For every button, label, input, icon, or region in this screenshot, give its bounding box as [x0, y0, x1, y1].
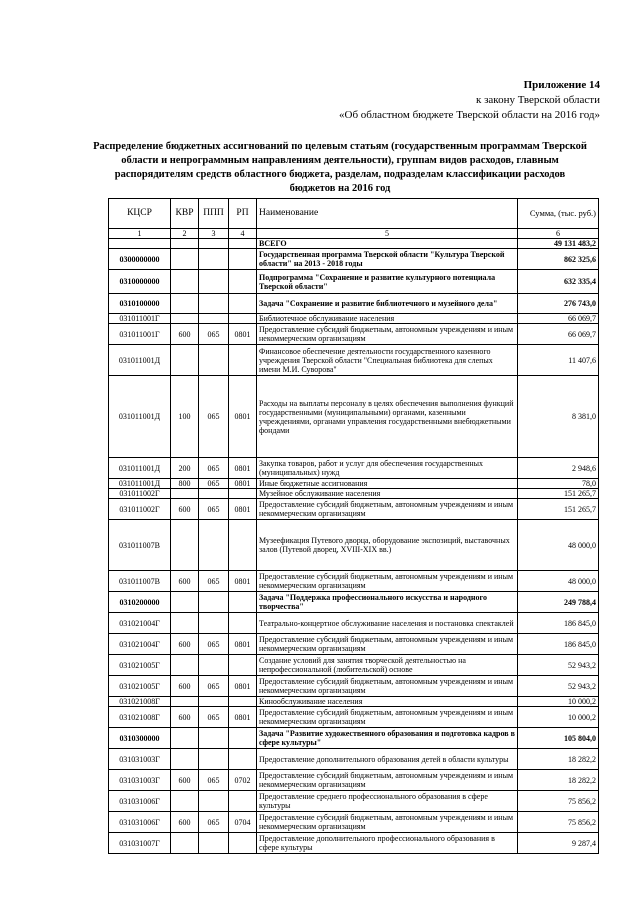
cell-ppp: 065	[199, 812, 229, 833]
table-row	[109, 324, 599, 345]
cell-ppp: 065	[199, 770, 229, 791]
table-row	[109, 697, 599, 707]
cell-kcsr: 031011001Д	[109, 458, 171, 479]
table-row	[109, 592, 599, 613]
cell-sum: 2 948,6	[518, 458, 599, 479]
column-header-kcsr: КЦСР	[109, 199, 171, 229]
cell-sum: 186 845,0	[518, 613, 599, 634]
table-row	[109, 499, 599, 520]
cell-rp	[229, 833, 257, 854]
cell-kcsr: 031021004Г	[109, 634, 171, 655]
cell-ppp	[199, 749, 229, 770]
cell-name: Кинообслуживание населения	[257, 697, 518, 707]
table-row	[109, 314, 599, 324]
table-row	[109, 707, 599, 728]
column-header-rp: РП	[229, 199, 257, 229]
cell-kvr: 600	[171, 634, 199, 655]
cell-kcsr: 031021004Г	[109, 613, 171, 634]
cell-name: Музеефикация Путевого дворца, оборудование экспозиций, выставочных залов (Путевой дворец, XVIII-XIX вв.)	[257, 520, 518, 571]
cell-sum: 11 407,6	[518, 345, 599, 376]
title-line: бюджетов на 2016 год	[289, 183, 391, 194]
title-line: Распределение бюджетных ассигнований по целевым статьям (государственным программам Тверской	[93, 141, 587, 152]
cell-sum: 49 131 483,2	[518, 239, 599, 249]
cell-kvr	[171, 489, 199, 499]
cell-ppp: 065	[199, 676, 229, 697]
cell-sum: 10 000,2	[518, 697, 599, 707]
cell-rp	[229, 239, 257, 249]
cell-ppp: 065	[199, 571, 229, 592]
cell-name: Государственная программа Тверской области "Культура Тверской области" на 2013 - 2018 годы	[257, 249, 518, 270]
cell-sum: 66 069,7	[518, 314, 599, 324]
cell-name: Финансовое обеспечение деятельности государственного казенного учреждения Тверской области "Специальная библиотека для слепых имени М.И. Суворова"	[257, 345, 518, 376]
column-header-kvr: КВР	[171, 199, 199, 229]
table-row	[109, 571, 599, 592]
cell-rp	[229, 592, 257, 613]
table-row	[109, 613, 599, 634]
cell-sum: 862 325,6	[518, 249, 599, 270]
cell-rp: 0801	[229, 324, 257, 345]
cell-name: Подпрограмма "Сохранение и развитие культурного потенциала Тверской области"	[257, 270, 518, 294]
cell-ppp	[199, 270, 229, 294]
cell-kvr	[171, 791, 199, 812]
cell-kvr	[171, 697, 199, 707]
cell-rp	[229, 249, 257, 270]
cell-kcsr: 0300000000	[109, 249, 171, 270]
cell-rp	[229, 345, 257, 376]
cell-rp: 0801	[229, 707, 257, 728]
cell-name: Предоставление субсидий бюджетным, автономным учреждениям и иным некоммерческим организациям	[257, 676, 518, 697]
cell-name: Предоставление дополнительного образования детей в области культуры	[257, 749, 518, 770]
cell-sum: 48 000,0	[518, 520, 599, 571]
cell-kvr	[171, 728, 199, 749]
cell-kcsr: 031021005Г	[109, 676, 171, 697]
cell-sum: 151 265,7	[518, 489, 599, 499]
column-number: 3	[199, 229, 229, 239]
cell-ppp: 065	[199, 634, 229, 655]
table-row	[109, 812, 599, 833]
table-row	[109, 655, 599, 676]
column-number: 1	[109, 229, 171, 239]
cell-ppp	[199, 697, 229, 707]
cell-ppp: 065	[199, 376, 229, 458]
cell-rp: 0704	[229, 812, 257, 833]
cell-ppp: 065	[199, 458, 229, 479]
appendix-law-ref: к закону Тверской области	[475, 94, 600, 106]
cell-rp	[229, 520, 257, 571]
table-row	[109, 249, 599, 270]
cell-kcsr: 031031006Г	[109, 812, 171, 833]
cell-sum: 66 069,7	[518, 324, 599, 345]
cell-sum: 9 287,4	[518, 833, 599, 854]
cell-ppp	[199, 613, 229, 634]
cell-kcsr: 031011001Г	[109, 324, 171, 345]
cell-rp	[229, 489, 257, 499]
cell-kcsr: 031031003Г	[109, 770, 171, 791]
cell-kvr: 600	[171, 324, 199, 345]
cell-ppp: 065	[199, 324, 229, 345]
cell-kvr	[171, 520, 199, 571]
cell-name: Закупка товаров, работ и услуг для обеспечения государственных (муниципальных) нужд	[257, 458, 518, 479]
appendix-header	[339, 78, 600, 123]
cell-ppp: 065	[199, 479, 229, 489]
cell-kcsr: 031011007В	[109, 520, 171, 571]
cell-kvr	[171, 239, 199, 249]
cell-name: Задача "Сохранение и развитие библиотечного и музейного дела"	[257, 294, 518, 314]
cell-kcsr: 0310100000	[109, 294, 171, 314]
cell-kvr	[171, 294, 199, 314]
appendix-number: Приложение 14	[523, 79, 600, 91]
cell-kcsr: 031011001Д	[109, 345, 171, 376]
cell-ppp	[199, 345, 229, 376]
cell-sum: 48 000,0	[518, 571, 599, 592]
cell-rp: 0801	[229, 499, 257, 520]
cell-sum: 52 943,2	[518, 676, 599, 697]
appendix-law-title: «Об областном бюджете Тверской области на 2016 год»	[339, 109, 600, 121]
cell-name: Предоставление субсидий бюджетным, автономным учреждениям и иным некоммерческим организациям	[257, 324, 518, 345]
cell-kcsr: 031031006Г	[109, 791, 171, 812]
cell-kvr: 600	[171, 812, 199, 833]
cell-rp	[229, 697, 257, 707]
cell-kcsr: 031021005Г	[109, 655, 171, 676]
table-row	[109, 239, 599, 249]
document-title	[80, 140, 600, 196]
column-number: 4	[229, 229, 257, 239]
cell-sum: 78,0	[518, 479, 599, 489]
cell-kvr: 600	[171, 571, 199, 592]
table-row	[109, 294, 599, 314]
cell-kvr	[171, 314, 199, 324]
cell-name: Задача "Развитие художественного образования и подготовка кадров в сфере культуры"	[257, 728, 518, 749]
cell-sum: 632 335,4	[518, 270, 599, 294]
table-row	[109, 791, 599, 812]
cell-kvr	[171, 345, 199, 376]
table-row	[109, 634, 599, 655]
cell-name: Предоставление субсидий бюджетным, автономным учреждениям и иным некоммерческим организациям	[257, 707, 518, 728]
cell-rp: 0801	[229, 571, 257, 592]
cell-name: Создание условий для занятия творческой деятельностью на непрофессиональной (любительской) основе	[257, 655, 518, 676]
cell-ppp	[199, 520, 229, 571]
cell-kvr: 600	[171, 499, 199, 520]
cell-rp	[229, 314, 257, 324]
cell-sum: 8 381,0	[518, 376, 599, 458]
cell-rp	[229, 270, 257, 294]
cell-rp: 0801	[229, 676, 257, 697]
column-number-row	[109, 229, 599, 239]
cell-ppp	[199, 833, 229, 854]
cell-rp	[229, 749, 257, 770]
cell-kvr	[171, 655, 199, 676]
cell-kcsr: 031011001Д	[109, 479, 171, 489]
cell-name: Предоставление субсидий бюджетным, автономным учреждениям и иным некоммерческим организациям	[257, 634, 518, 655]
table-row	[109, 489, 599, 499]
cell-ppp	[199, 239, 229, 249]
cell-kvr: 600	[171, 707, 199, 728]
cell-name: Предоставление субсидий бюджетным, автономным учреждениям и иным некоммерческим организациям	[257, 571, 518, 592]
column-header-sum: Сумма, (тыс. руб.)	[518, 199, 599, 229]
cell-name: Предоставление среднего профессионального образования в сфере культуры	[257, 791, 518, 812]
table-row	[109, 345, 599, 376]
cell-rp: 0801	[229, 376, 257, 458]
table-row	[109, 749, 599, 770]
cell-rp	[229, 791, 257, 812]
cell-sum: 75 856,2	[518, 812, 599, 833]
cell-ppp: 065	[199, 499, 229, 520]
cell-name: Предоставление субсидий бюджетным, автономным учреждениям и иным некоммерческим организациям	[257, 770, 518, 791]
table-row	[109, 270, 599, 294]
cell-kvr: 100	[171, 376, 199, 458]
cell-kcsr: 0310000000	[109, 270, 171, 294]
cell-rp: 0702	[229, 770, 257, 791]
cell-name: Предоставление субсидий бюджетным, автономным учреждениям и иным некоммерческим организациям	[257, 499, 518, 520]
cell-sum: 10 000,2	[518, 707, 599, 728]
table-row	[109, 728, 599, 749]
cell-name: ВСЕГО	[257, 239, 518, 249]
cell-sum: 18 282,2	[518, 770, 599, 791]
cell-ppp	[199, 728, 229, 749]
table-header-row	[109, 199, 599, 229]
table-body	[109, 239, 599, 854]
cell-kvr: 800	[171, 479, 199, 489]
cell-name: Иные бюджетные ассигнования	[257, 479, 518, 489]
cell-kcsr: 031021008Г	[109, 697, 171, 707]
cell-kcsr	[109, 239, 171, 249]
cell-name: Задача "Поддержка профессионального искусства и народного творчества"	[257, 592, 518, 613]
cell-kcsr: 0310200000	[109, 592, 171, 613]
column-header-name: Наименование	[257, 199, 518, 229]
cell-kvr	[171, 749, 199, 770]
cell-ppp	[199, 655, 229, 676]
cell-sum: 249 788,4	[518, 592, 599, 613]
cell-kcsr: 031011007В	[109, 571, 171, 592]
cell-ppp	[199, 489, 229, 499]
cell-ppp	[199, 249, 229, 270]
cell-sum: 151 265,7	[518, 499, 599, 520]
cell-ppp	[199, 592, 229, 613]
cell-kcsr: 031021008Г	[109, 707, 171, 728]
cell-name: Предоставление субсидий бюджетным, автономным учреждениям и иным некоммерческим организациям	[257, 812, 518, 833]
cell-name: Библиотечное обслуживание населения	[257, 314, 518, 324]
cell-rp	[229, 613, 257, 634]
cell-sum: 52 943,2	[518, 655, 599, 676]
table-row	[109, 770, 599, 791]
cell-kcsr: 031011001Г	[109, 314, 171, 324]
column-number: 2	[171, 229, 199, 239]
cell-rp	[229, 655, 257, 676]
cell-rp: 0801	[229, 634, 257, 655]
cell-sum: 276 743,0	[518, 294, 599, 314]
table-row	[109, 376, 599, 458]
cell-kcsr: 0310300000	[109, 728, 171, 749]
cell-sum: 105 804,0	[518, 728, 599, 749]
column-header-ppp: ППП	[199, 199, 229, 229]
cell-sum: 18 282,2	[518, 749, 599, 770]
title-line: области и непрограммным направлениям деятельности), группам видов расходов, главным	[121, 155, 559, 166]
table-row	[109, 520, 599, 571]
table-row	[109, 479, 599, 489]
cell-name: Предоставление дополнительного профессионального образования в сфере культуры	[257, 833, 518, 854]
cell-kvr	[171, 270, 199, 294]
table-row	[109, 676, 599, 697]
cell-kvr	[171, 249, 199, 270]
table-row	[109, 833, 599, 854]
table-row	[109, 458, 599, 479]
budget-table	[108, 198, 599, 854]
cell-kvr: 600	[171, 676, 199, 697]
cell-kvr	[171, 592, 199, 613]
cell-ppp	[199, 294, 229, 314]
cell-kcsr: 031011002Г	[109, 489, 171, 499]
cell-name: Театрально-концертное обслуживание населения и постановка спектаклей	[257, 613, 518, 634]
cell-rp	[229, 728, 257, 749]
cell-kvr	[171, 613, 199, 634]
cell-rp: 0801	[229, 458, 257, 479]
cell-name: Расходы на выплаты персоналу в целях обеспечения выполнения функций государственными (муниципальными) органами, казенными учреждениями, органами управления государственными внебюджетными фондами	[257, 376, 518, 458]
cell-sum: 186 845,0	[518, 634, 599, 655]
cell-ppp	[199, 791, 229, 812]
column-number: 5	[257, 229, 518, 239]
column-number: 6	[518, 229, 599, 239]
cell-name: Музейное обслуживание населения	[257, 489, 518, 499]
cell-kvr: 600	[171, 770, 199, 791]
cell-kcsr: 031031007Г	[109, 833, 171, 854]
cell-ppp	[199, 314, 229, 324]
cell-kcsr: 031011002Г	[109, 499, 171, 520]
cell-ppp: 065	[199, 707, 229, 728]
cell-kcsr: 031011001Д	[109, 376, 171, 458]
cell-rp: 0801	[229, 479, 257, 489]
cell-kvr: 200	[171, 458, 199, 479]
cell-sum: 75 856,2	[518, 791, 599, 812]
cell-rp	[229, 294, 257, 314]
title-line: распорядителям средств областного бюджета, разделам, подразделам классификации расходов	[114, 169, 566, 180]
cell-kvr	[171, 833, 199, 854]
cell-kcsr: 031031003Г	[109, 749, 171, 770]
